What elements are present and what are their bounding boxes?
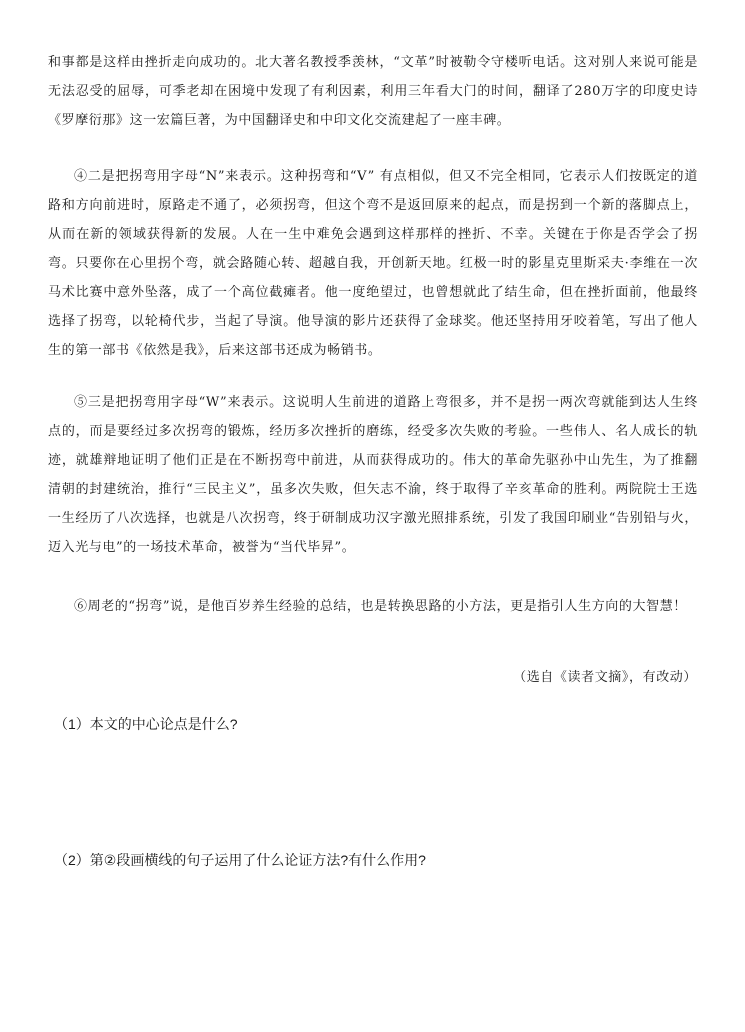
source-citation: （选自《读者文摘》，有改动） [513, 670, 697, 685]
paragraph-6: ⑥周老的“拐弯”说，是他百岁养生经验的总结，也是转换思路的小方法，更是指引人生方向的大智慧！ [74, 599, 687, 614]
question-2: （2）第②段画横线的句子运用了什么论证方法?有什么作用? [54, 852, 426, 868]
paragraph-intro: 和事都是这样由挫折走向成功的。北大著名教授季羡林，“文革”时被勒令守楼听电话。这对别人来说可能是无法忍受的屈辱，可季老却在困境中发现了有利因素，利用三年看大门的时间，翻译了280万字的印度史诗《罗摩衍那》这一宏篇巨著，为中国翻译史和中印文化交流建起了一座丰碑。 [48, 55, 698, 128]
paragraph-4: ④二是把拐弯用字母“N”来表示。这种拐弯和“V” 有点相似，但又不完全相同，它表示人们按既定的道路和方向前进时，原路走不通了，必须拐弯，但这个弯不是返回原来的起点，而是拐到一个新的落脚点上，从而在新的领域获得新的发展。人在一生中难免会遇到这样那样的挫折、不幸。关键在于你是否学会了拐弯。只要你在心里拐个弯，就会路随心转、超越自我，开创新天地。红极一时的影星克里斯采夫·李维在一次马术比赛中意外坠落，成了一个高位截瘫者。他一度绝望过，也曾想就此了结生命，但在挫折面前，他最终选择了拐弯，以轮椅代步，当起了导演。他导演的影片还获得了金球奖。他还坚持用牙咬着笔，写出了他人生的第一部书《依然是我》，后来这部书还成为畅销书。 [48, 169, 698, 358]
paragraph-5: ⑤三是把拐弯用字母“W”来表示。这说明人生前进的道路上弯很多，并不是拐一两次弯就能到达人生终点的，而是要经过多次拐弯的锻炼，经历多次挫折的磨练，经受多次失败的考验。一些伟人、名人成长的轨迹，就雄辩地证明了他们正是在不断拐弯中前进，从而获得成功的。伟大的革命先驱孙中山先生，为了推翻清朝的封建统治，推行“三民主义”，虽多次失败，但矢志不渝，终于取得了辛亥革命的胜利。两院院士王选一生经历了八次选择，也就是八次拐弯，终于研制成功汉字激光照排系统，引发了我国印刷业“告别铅与火，迈入光与电”的一场技术革命，被誉为“当代毕昇”。 [48, 395, 698, 555]
question-1: （1）本文的中心论点是什么? [54, 716, 238, 732]
